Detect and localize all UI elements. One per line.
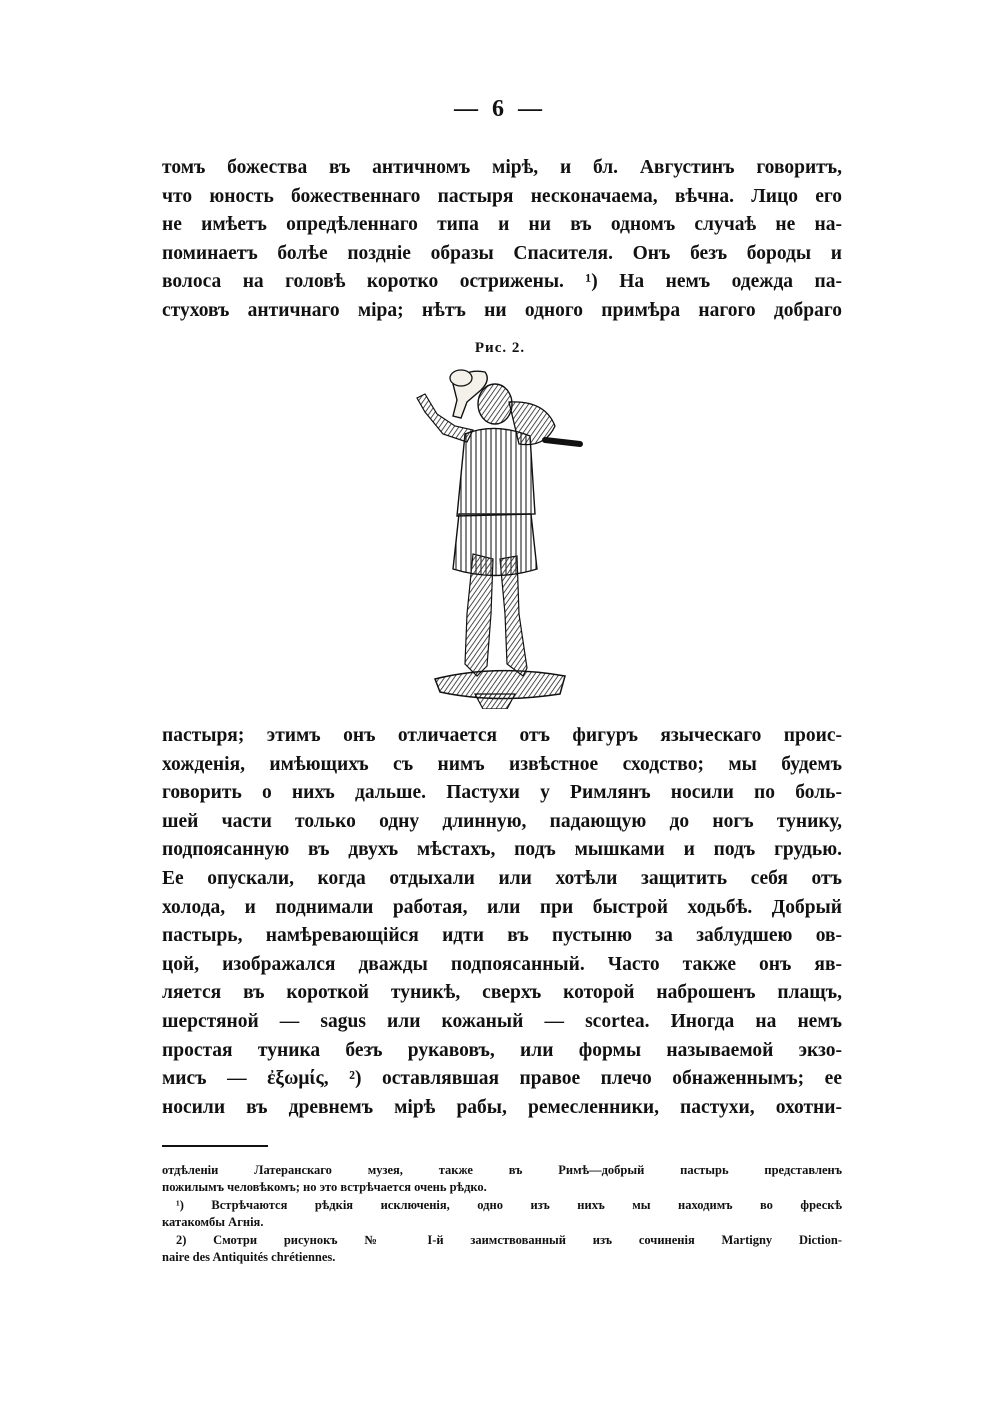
text-line: мисъ — ἐξωμίς, ²) оставлявшая правое плечо обнаженнымъ; ее	[162, 1068, 842, 1090]
text-line: томъ божества въ античномъ мірѣ, и бл. Августинъ говоритъ,	[162, 157, 842, 178]
text-line: шей части только одну длинную, падающую до ногъ тунику,	[162, 810, 842, 832]
text-line: холода, и поднимали работая, или при быстрой ходьбѣ. Добрый	[162, 896, 842, 918]
footnote-line: naire des Antiquités chrétiennes.	[162, 1249, 336, 1264]
footnote-line: ¹) Встрѣчаются рѣдкія исключенія, одно изъ нихъ мы находимъ во фрескѣ	[176, 1197, 842, 1212]
text-line: носили въ древнемъ мірѣ рабы, ремесленники, пастухи, охотни-	[162, 1096, 842, 1118]
footnotes	[162, 1162, 842, 1266]
text-line: подпоясанную въ двухъ мѣстахъ, подъ мышками и подъ грудью.	[162, 839, 842, 861]
text-line: пастырь, намѣревающійся идти въ пустыню за заблудшею ов-	[162, 925, 842, 947]
text-line: пастыря; этимъ онъ отличается отъ фигуръ языческаго проис-	[162, 725, 842, 746]
text-line: простая туника безъ рукавовъ, или формы называемой экзо-	[162, 1039, 842, 1061]
page-number: — 6 —	[454, 96, 546, 122]
text-line: не имѣетъ опредѣленнаго типа и ни въ одномъ случаѣ не на-	[162, 214, 842, 236]
good-shepherd-statue-icon	[395, 364, 595, 709]
text-line: стуховъ античнаго міра; нѣтъ ни одного примѣра нагого добраго	[162, 299, 842, 321]
footnote-line: отдѣленіи Латеранскаго музея, также въ Римѣ—добрый пастырь представленъ	[162, 1163, 842, 1177]
text-line: хожденія, имѣющихъ съ нимъ извѣстное сходство; мы будемъ	[162, 753, 842, 775]
body-paragraph-top	[162, 154, 842, 326]
text-line: Ее опускали, когда отдыхали или хотѣли защитить себя отъ	[162, 867, 842, 889]
footnote-line: катакомбы Агнія.	[162, 1215, 264, 1230]
footnote-line: 2) Смотри рисунокъ № I-й заимствованный изъ сочиненія Martigny Diction-	[176, 1232, 842, 1247]
footnote-line: пожилымъ человѣкомъ; но это встрѣчается очень рѣдко.	[162, 1180, 487, 1195]
footnote-divider	[162, 1145, 268, 1147]
text-line: цой, изображался дважды подпоясанный. Часто также онъ яв-	[162, 953, 842, 975]
text-line: ляется въ короткой туникѣ, сверхъ которой наброшенъ плащъ,	[162, 982, 842, 1004]
text-line: шерстяной — sagus или кожаный — scortea. Иногда на немъ	[162, 1010, 842, 1032]
text-line: говорить о нихъ дальше. Пастухи у Римлянъ носили по боль-	[162, 782, 842, 804]
body-paragraph-bottom	[162, 722, 842, 1122]
text-line: поминаетъ болѣе поздніе образы Спасителя. Онъ безъ бороды и	[162, 242, 842, 264]
figure-caption: Рис. 2.	[474, 340, 526, 356]
text-line: волоса на головѣ коротко острижены. ¹) На немъ одежда па-	[162, 271, 842, 293]
text-line: что юность божественнаго пастыря несконачаема, вѣчна. Лицо его	[162, 185, 842, 207]
